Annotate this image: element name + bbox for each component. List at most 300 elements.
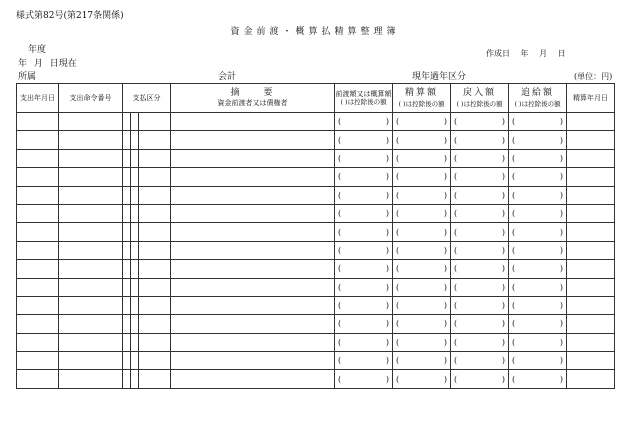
cell-order-no[interactable] xyxy=(59,113,123,131)
cell-settle-date[interactable] xyxy=(567,204,615,222)
paren-close: ) xyxy=(385,337,390,347)
cell-notice-date[interactable] xyxy=(17,260,59,278)
fiscal-year-label: 年度 xyxy=(28,45,47,55)
cell-advance[interactable] xyxy=(335,315,393,333)
cell-additional[interactable] xyxy=(509,260,567,278)
table-row xyxy=(17,204,615,222)
cell-payment-type-c[interactable] xyxy=(139,370,171,388)
paren-open: ( xyxy=(512,337,516,347)
cell-order-no[interactable] xyxy=(59,149,123,167)
paren-open: ( xyxy=(512,153,516,163)
paren-close: ) xyxy=(501,319,506,329)
department-label: 所属 xyxy=(18,72,37,82)
cell-payment-type-a[interactable] xyxy=(123,223,131,241)
cell-notice-date[interactable] xyxy=(17,168,59,186)
cell-returned[interactable] xyxy=(451,370,509,388)
cell-summary[interactable] xyxy=(171,131,335,149)
paren-close: ) xyxy=(385,227,390,237)
cell-payment-type-c[interactable] xyxy=(139,260,171,278)
cell-order-no[interactable] xyxy=(59,278,123,296)
paren-close: ) xyxy=(385,264,390,274)
cell-additional[interactable] xyxy=(509,186,567,204)
cell-payment-type-b[interactable] xyxy=(131,278,139,296)
cell-settle-date[interactable] xyxy=(567,333,615,351)
paren-open: ( xyxy=(396,245,400,255)
cell-advance[interactable] xyxy=(335,278,393,296)
paren-close: ) xyxy=(559,117,564,127)
cell-notice-date[interactable] xyxy=(17,296,59,314)
paren-open: ( xyxy=(338,374,342,384)
cell-advance[interactable] xyxy=(335,186,393,204)
cell-settled[interactable] xyxy=(393,296,451,314)
paren-close: ) xyxy=(501,172,506,182)
paren-open: ( xyxy=(454,282,458,292)
cell-payment-type-c[interactable] xyxy=(139,333,171,351)
table-row xyxy=(17,333,615,351)
paren-close: ) xyxy=(501,374,506,384)
cell-advance[interactable] xyxy=(335,149,393,167)
paren-open: ( xyxy=(338,337,342,347)
cell-payment-type-c[interactable] xyxy=(139,204,171,222)
paren-close: ) xyxy=(501,264,506,274)
paren-open: ( xyxy=(512,172,516,182)
cell-additional[interactable] xyxy=(509,370,567,388)
cell-settled[interactable] xyxy=(393,204,451,222)
col-settled-top: 精算額 xyxy=(405,88,439,99)
cell-payment-type-a[interactable] xyxy=(123,260,131,278)
cell-settled[interactable] xyxy=(393,186,451,204)
table-row xyxy=(17,352,615,370)
paren-close: ) xyxy=(443,153,448,163)
paren-open: ( xyxy=(512,227,516,237)
paren-open: ( xyxy=(512,117,516,127)
cell-order-no[interactable] xyxy=(59,352,123,370)
paren-close: ) xyxy=(443,172,448,182)
paren-open: ( xyxy=(338,356,342,366)
cell-notice-date[interactable] xyxy=(17,241,59,259)
paren-close: ) xyxy=(443,135,448,145)
cell-notice-date[interactable] xyxy=(17,186,59,204)
cell-payment-type-c[interactable] xyxy=(139,113,171,131)
paren-close: ) xyxy=(501,153,506,163)
cell-additional[interactable] xyxy=(509,296,567,314)
paren-open: ( xyxy=(454,319,458,329)
paren-close: ) xyxy=(385,356,390,366)
paren-open: ( xyxy=(396,117,400,127)
col-order-no: 支出命令番号 xyxy=(59,84,123,113)
cell-settle-date[interactable] xyxy=(567,168,615,186)
paren-close: ) xyxy=(385,135,390,145)
paren-open: ( xyxy=(338,135,342,145)
paren-close: ) xyxy=(559,301,564,311)
cell-notice-date[interactable] xyxy=(17,278,59,296)
cell-settled[interactable] xyxy=(393,149,451,167)
paren-open: ( xyxy=(454,356,458,366)
col-advance-bottom: ( )は控除後の額 xyxy=(340,98,387,107)
cell-returned[interactable] xyxy=(451,168,509,186)
paren-close: ) xyxy=(559,153,564,163)
paren-open: ( xyxy=(338,227,342,237)
paren-close: ) xyxy=(501,209,506,219)
cell-returned[interactable] xyxy=(451,186,509,204)
cell-payment-type-b[interactable] xyxy=(131,296,139,314)
paren-open: ( xyxy=(396,356,400,366)
cell-payment-type-c[interactable] xyxy=(139,168,171,186)
paren-close: ) xyxy=(385,319,390,329)
paren-close: ) xyxy=(559,209,564,219)
paren-open: ( xyxy=(512,356,516,366)
paren-close: ) xyxy=(559,319,564,329)
paren-open: ( xyxy=(396,319,400,329)
paren-open: ( xyxy=(338,301,342,311)
table-row xyxy=(17,315,615,333)
cell-notice-date[interactable] xyxy=(17,333,59,351)
paren-open: ( xyxy=(396,190,400,200)
paren-open: ( xyxy=(512,319,516,329)
cell-payment-type-b[interactable] xyxy=(131,186,139,204)
cell-summary[interactable] xyxy=(171,278,335,296)
col-advance-top: 前渡額又は概算額 xyxy=(335,89,392,98)
paren-open: ( xyxy=(396,172,400,182)
cell-settled[interactable] xyxy=(393,333,451,351)
col-returned-bottom: ( )は控除後の額 xyxy=(456,99,503,108)
paren-close: ) xyxy=(385,190,390,200)
cell-settle-date[interactable] xyxy=(567,149,615,167)
cell-notice-date[interactable] xyxy=(17,315,59,333)
cell-settle-date[interactable] xyxy=(567,113,615,131)
cell-notice-date[interactable] xyxy=(17,223,59,241)
paren-close: ) xyxy=(559,337,564,347)
table-row xyxy=(17,113,615,131)
cell-payment-type-b[interactable] xyxy=(131,352,139,370)
cell-order-no[interactable] xyxy=(59,333,123,351)
paren-close: ) xyxy=(443,356,448,366)
cell-settled[interactable] xyxy=(393,315,451,333)
cell-additional[interactable] xyxy=(509,131,567,149)
cell-notice-date[interactable] xyxy=(17,352,59,370)
cell-order-no[interactable] xyxy=(59,186,123,204)
cell-advance[interactable] xyxy=(335,223,393,241)
form-number: 様式第82号(第217条関係) xyxy=(16,11,124,21)
table-row xyxy=(17,186,615,204)
paren-open: ( xyxy=(512,282,516,292)
cell-payment-type-b[interactable] xyxy=(131,333,139,351)
cell-settled[interactable] xyxy=(393,278,451,296)
cell-additional[interactable] xyxy=(509,168,567,186)
cell-settled[interactable] xyxy=(393,241,451,259)
cell-payment-type-b[interactable] xyxy=(131,113,139,131)
paren-close: ) xyxy=(385,301,390,311)
cell-payment-type-c[interactable] xyxy=(139,278,171,296)
cell-additional[interactable] xyxy=(509,333,567,351)
cell-settle-date[interactable] xyxy=(567,186,615,204)
cell-summary[interactable] xyxy=(171,352,335,370)
cell-returned[interactable] xyxy=(451,113,509,131)
paren-close: ) xyxy=(443,227,448,237)
paren-open: ( xyxy=(512,209,516,219)
cell-returned[interactable] xyxy=(451,241,509,259)
cell-settled[interactable] xyxy=(393,223,451,241)
paren-close: ) xyxy=(559,227,564,237)
cell-payment-type-a[interactable] xyxy=(123,204,131,222)
paren-close: ) xyxy=(443,245,448,255)
cell-payment-type-b[interactable] xyxy=(131,315,139,333)
paren-open: ( xyxy=(396,264,400,274)
cell-settled[interactable] xyxy=(393,113,451,131)
cell-payment-type-a[interactable] xyxy=(123,241,131,259)
paren-close: ) xyxy=(501,227,506,237)
cell-returned[interactable] xyxy=(451,278,509,296)
col-advance xyxy=(335,84,393,113)
cell-order-no[interactable] xyxy=(59,131,123,149)
cell-advance[interactable] xyxy=(335,168,393,186)
cell-payment-type-a[interactable] xyxy=(123,315,131,333)
paren-close: ) xyxy=(501,337,506,347)
cell-summary[interactable] xyxy=(171,333,335,351)
paren-close: ) xyxy=(443,264,448,274)
paren-open: ( xyxy=(338,153,342,163)
cell-payment-type-b[interactable] xyxy=(131,223,139,241)
paren-open: ( xyxy=(512,135,516,145)
cell-order-no[interactable] xyxy=(59,260,123,278)
cell-settle-date[interactable] xyxy=(567,278,615,296)
cell-payment-type-a[interactable] xyxy=(123,333,131,351)
cell-payment-type-b[interactable] xyxy=(131,149,139,167)
paren-open: ( xyxy=(512,245,516,255)
account-label: 会計 xyxy=(218,72,237,82)
cell-payment-type-a[interactable] xyxy=(123,278,131,296)
cell-payment-type-a[interactable] xyxy=(123,168,131,186)
cell-payment-type-a[interactable] xyxy=(123,370,131,388)
cell-settled[interactable] xyxy=(393,370,451,388)
cell-payment-type-c[interactable] xyxy=(139,315,171,333)
cell-additional[interactable] xyxy=(509,113,567,131)
paren-close: ) xyxy=(559,135,564,145)
cell-returned[interactable] xyxy=(451,333,509,351)
cell-advance[interactable] xyxy=(335,204,393,222)
paren-open: ( xyxy=(454,374,458,384)
cell-payment-type-c[interactable] xyxy=(139,131,171,149)
cell-summary[interactable] xyxy=(171,113,335,131)
paren-close: ) xyxy=(443,301,448,311)
page-title: 資金前渡・概算払精算整理簿 xyxy=(230,27,400,37)
cell-payment-type-a[interactable] xyxy=(123,149,131,167)
paren-open: ( xyxy=(454,337,458,347)
cell-order-no[interactable] xyxy=(59,168,123,186)
paren-open: ( xyxy=(396,153,400,163)
paren-close: ) xyxy=(385,172,390,182)
paren-open: ( xyxy=(512,190,516,200)
paren-open: ( xyxy=(454,264,458,274)
col-summary-bottom: 資金前渡者又は債権者 xyxy=(217,99,288,108)
paren-open: ( xyxy=(454,153,458,163)
cell-settle-date[interactable] xyxy=(567,370,615,388)
cell-order-no[interactable] xyxy=(59,223,123,241)
paren-close: ) xyxy=(501,356,506,366)
cell-returned[interactable] xyxy=(451,296,509,314)
cell-payment-type-a[interactable] xyxy=(123,186,131,204)
paren-close: ) xyxy=(443,282,448,292)
cell-order-no[interactable] xyxy=(59,370,123,388)
paren-close: ) xyxy=(443,374,448,384)
cell-payment-type-c[interactable] xyxy=(139,149,171,167)
cell-returned[interactable] xyxy=(451,223,509,241)
col-returned-top: 戻入額 xyxy=(463,88,497,99)
table-row xyxy=(17,278,615,296)
paren-close: ) xyxy=(559,172,564,182)
cell-notice-date[interactable] xyxy=(17,113,59,131)
col-settled-bottom: ( )は控除後の額 xyxy=(398,99,445,108)
paren-open: ( xyxy=(338,117,342,127)
cell-settled[interactable] xyxy=(393,131,451,149)
cell-notice-date[interactable] xyxy=(17,370,59,388)
cell-settle-date[interactable] xyxy=(567,315,615,333)
col-payment-type: 支払区分 xyxy=(123,84,171,113)
paren-open: ( xyxy=(454,135,458,145)
cell-notice-date[interactable] xyxy=(17,204,59,222)
paren-close: ) xyxy=(559,245,564,255)
cell-payment-type-b[interactable] xyxy=(131,260,139,278)
cell-settle-date[interactable] xyxy=(567,131,615,149)
cell-settle-date[interactable] xyxy=(567,260,615,278)
cell-settled[interactable] xyxy=(393,352,451,370)
paren-close: ) xyxy=(443,319,448,329)
paren-open: ( xyxy=(512,264,516,274)
created-date-label: 作成日 年 月 日 xyxy=(486,49,566,58)
table-body xyxy=(17,113,615,389)
paren-close: ) xyxy=(559,282,564,292)
cell-summary[interactable] xyxy=(171,260,335,278)
cell-payment-type-c[interactable] xyxy=(139,296,171,314)
cell-payment-type-a[interactable] xyxy=(123,296,131,314)
col-settled xyxy=(393,84,451,113)
cell-additional[interactable] xyxy=(509,223,567,241)
col-summary-top: 摘 要 xyxy=(230,88,275,98)
table-row xyxy=(17,149,615,167)
cell-payment-type-c[interactable] xyxy=(139,223,171,241)
cell-advance[interactable] xyxy=(335,113,393,131)
cell-returned[interactable] xyxy=(451,131,509,149)
cell-payment-type-a[interactable] xyxy=(123,113,131,131)
paren-close: ) xyxy=(385,209,390,219)
table-row xyxy=(17,296,615,314)
cell-advance[interactable] xyxy=(335,131,393,149)
cell-payment-type-b[interactable] xyxy=(131,241,139,259)
cell-summary[interactable] xyxy=(171,223,335,241)
cell-advance[interactable] xyxy=(335,296,393,314)
cell-advance[interactable] xyxy=(335,333,393,351)
paren-open: ( xyxy=(396,282,400,292)
cell-payment-type-c[interactable] xyxy=(139,186,171,204)
cell-advance[interactable] xyxy=(335,352,393,370)
cell-returned[interactable] xyxy=(451,260,509,278)
cell-settle-date[interactable] xyxy=(567,241,615,259)
paren-close: ) xyxy=(443,337,448,347)
cell-additional[interactable] xyxy=(509,278,567,296)
col-additional xyxy=(509,84,567,113)
cell-additional[interactable] xyxy=(509,149,567,167)
paren-open: ( xyxy=(338,190,342,200)
paren-open: ( xyxy=(454,245,458,255)
paren-open: ( xyxy=(454,117,458,127)
table-row xyxy=(17,131,615,149)
cell-payment-type-b[interactable] xyxy=(131,370,139,388)
cell-order-no[interactable] xyxy=(59,296,123,314)
cell-additional[interactable] xyxy=(509,352,567,370)
cell-summary[interactable] xyxy=(171,370,335,388)
paren-open: ( xyxy=(338,282,342,292)
paren-open: ( xyxy=(396,337,400,347)
paren-open: ( xyxy=(338,245,342,255)
paren-open: ( xyxy=(396,135,400,145)
paren-open: ( xyxy=(338,319,342,329)
cell-order-no[interactable] xyxy=(59,315,123,333)
cell-payment-type-a[interactable] xyxy=(123,352,131,370)
paren-close: ) xyxy=(501,135,506,145)
cell-advance[interactable] xyxy=(335,241,393,259)
cell-settled[interactable] xyxy=(393,168,451,186)
cell-payment-type-c[interactable] xyxy=(139,352,171,370)
paren-close: ) xyxy=(559,356,564,366)
paren-open: ( xyxy=(454,190,458,200)
cell-advance[interactable] xyxy=(335,370,393,388)
paren-close: ) xyxy=(559,264,564,274)
paren-close: ) xyxy=(385,245,390,255)
col-additional-top: 追給額 xyxy=(521,88,555,99)
fiscal-category-label: 現年過年区分 xyxy=(412,72,467,82)
table-row xyxy=(17,168,615,186)
cell-payment-type-c[interactable] xyxy=(139,241,171,259)
cell-notice-date[interactable] xyxy=(17,131,59,149)
cell-additional[interactable] xyxy=(509,315,567,333)
cell-payment-type-b[interactable] xyxy=(131,168,139,186)
cell-additional[interactable] xyxy=(509,204,567,222)
cell-summary[interactable] xyxy=(171,315,335,333)
cell-advance[interactable] xyxy=(335,260,393,278)
paren-close: ) xyxy=(385,117,390,127)
cell-returned[interactable] xyxy=(451,352,509,370)
cell-settle-date[interactable] xyxy=(567,352,615,370)
cell-settle-date[interactable] xyxy=(567,223,615,241)
paren-open: ( xyxy=(338,172,342,182)
cell-payment-type-b[interactable] xyxy=(131,204,139,222)
cell-returned[interactable] xyxy=(451,315,509,333)
paren-close: ) xyxy=(501,245,506,255)
cell-payment-type-a[interactable] xyxy=(123,131,131,149)
cell-returned[interactable] xyxy=(451,204,509,222)
table-row xyxy=(17,370,615,388)
cell-summary[interactable] xyxy=(171,204,335,222)
cell-order-no[interactable] xyxy=(59,241,123,259)
cell-summary[interactable] xyxy=(171,168,335,186)
cell-additional[interactable] xyxy=(509,241,567,259)
cell-summary[interactable] xyxy=(171,241,335,259)
cell-summary[interactable] xyxy=(171,149,335,167)
cell-settle-date[interactable] xyxy=(567,296,615,314)
cell-summary[interactable] xyxy=(171,296,335,314)
paren-close: ) xyxy=(443,209,448,219)
paren-close: ) xyxy=(501,301,506,311)
paren-open: ( xyxy=(454,301,458,311)
cell-notice-date[interactable] xyxy=(17,149,59,167)
col-notice-date: 支出年月日 xyxy=(17,84,59,113)
cell-returned[interactable] xyxy=(451,149,509,167)
cell-payment-type-b[interactable] xyxy=(131,131,139,149)
cell-summary[interactable] xyxy=(171,186,335,204)
cell-settled[interactable] xyxy=(393,260,451,278)
cell-order-no[interactable] xyxy=(59,204,123,222)
paren-close: ) xyxy=(559,190,564,200)
